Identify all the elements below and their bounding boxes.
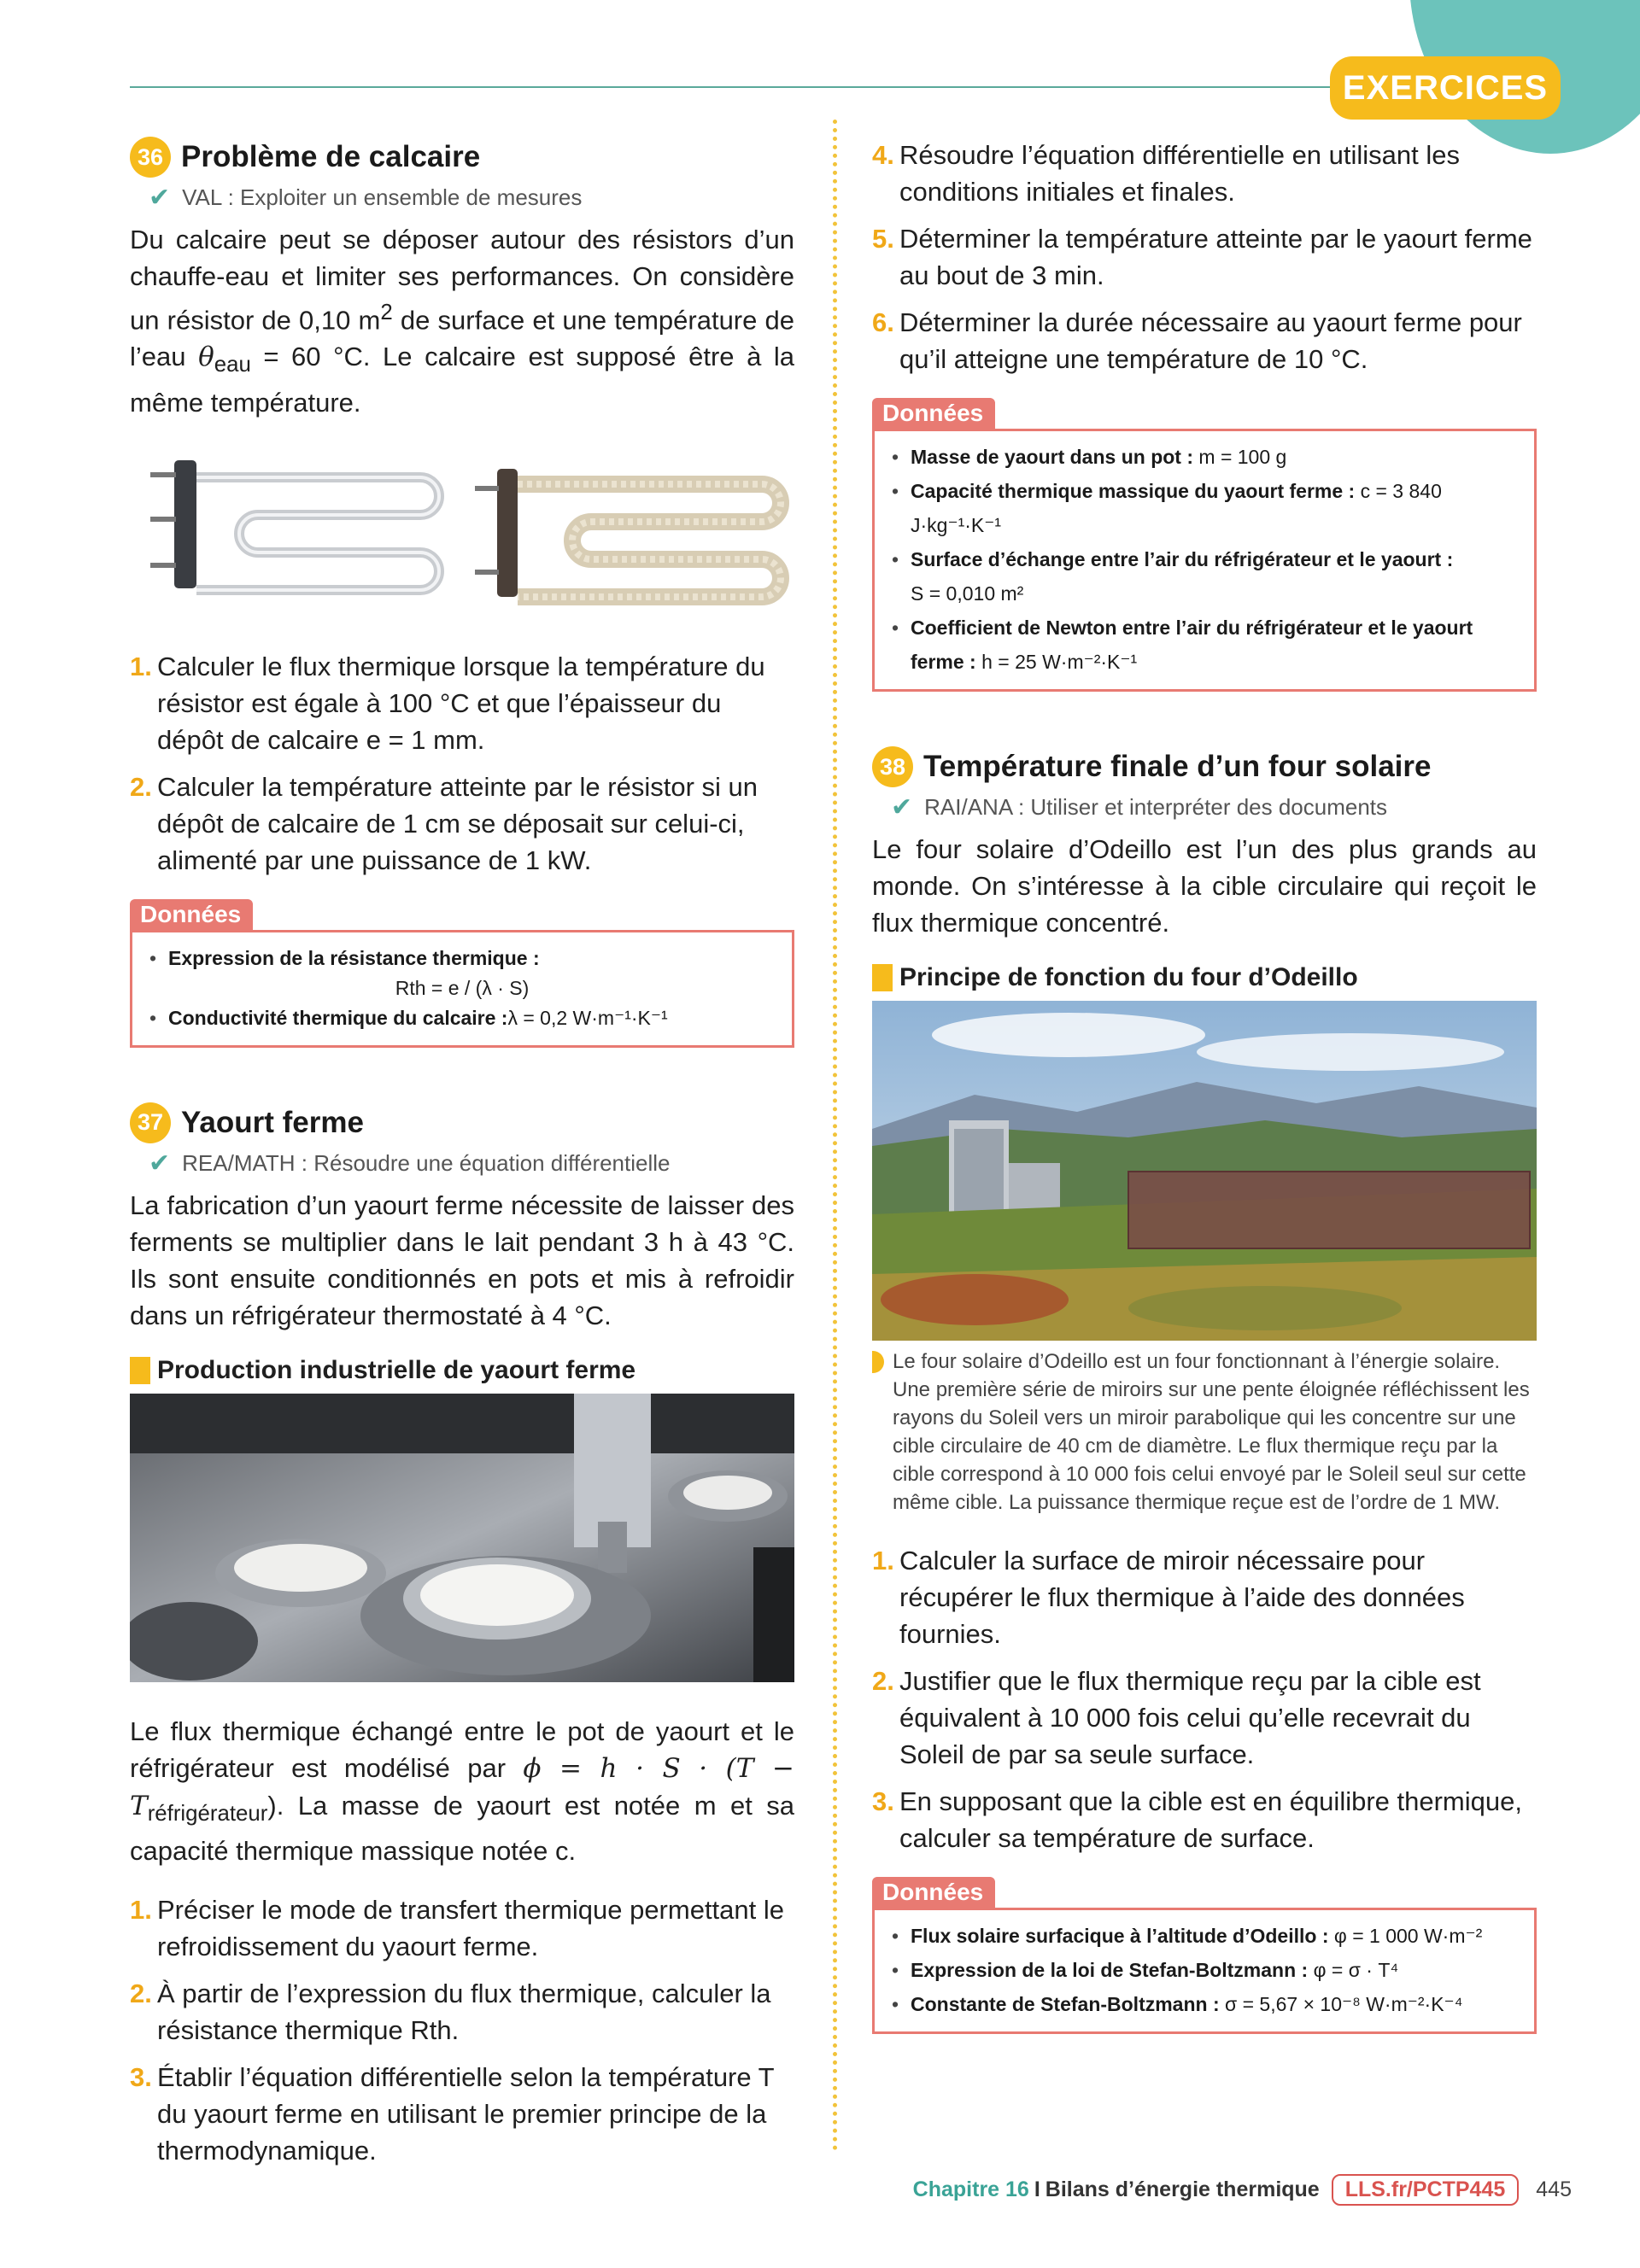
exercise-intro: La fabrication d’un yaourt ferme nécessite de laisser des ferments se multiplier dans le lait pendant 3 h à 43 °C. Ils sont ensuite conditionnés en pots et mis à refroidir dans un réfrigérateur thermostaté à 4 °C. <box>130 1190 794 1330</box>
donnees-label: Flux solaire surfacique à l’altitude d’Odeillo : <box>911 1925 1329 1947</box>
donnees-content <box>130 930 794 1048</box>
donnees-row: • Flux solaire surfacique à l’altitude d’Odeillo : φ = 1 000 W·m⁻² <box>892 1925 1483 1947</box>
donnees-label: Surface d’échange entre l’air du réfrigérateur et le yaourt : <box>911 548 1454 570</box>
exercise-37 <box>130 1102 794 2169</box>
donnees-tab: Données <box>130 899 253 930</box>
question-item <box>130 1975 794 2049</box>
question-item <box>872 1663 1537 1773</box>
donnees-row: • Masse de yaourt dans un pot : m = 100 g <box>892 446 1287 468</box>
donnees-content <box>872 429 1537 692</box>
question-number: 3. <box>872 1786 894 1816</box>
superscript: 2 <box>380 301 393 324</box>
resource-link[interactable]: LLS.fr/PCTP445 <box>1332 2174 1520 2206</box>
intro-part: Du calcaire peut se déposer autour des résistors d’un chauffe-eau et limiter ses performances. On considère un résistor de 0,10 m <box>130 225 794 336</box>
donnees-row: • Expression de la résistance thermique : <box>149 941 775 975</box>
donnees-label: Coefficient de Newton entre l’air du réfrigérateur et le yaourt <box>911 617 1473 639</box>
question-text: Calculer la surface de miroir nécessaire pour récupérer le flux thermique à l’aide des données fournies. <box>899 1546 1465 1649</box>
column-divider <box>833 120 837 2152</box>
section-badge: EXERCICES <box>1330 56 1561 120</box>
exercise-title: Température finale d’un four solaire <box>923 750 1432 783</box>
document-title <box>872 963 1537 992</box>
question-item <box>872 220 1537 294</box>
doc-marker <box>130 1357 150 1384</box>
question-item <box>130 769 794 879</box>
donnees-value: h = 25 W·m⁻²·K⁻¹ <box>975 651 1138 673</box>
caption-marker <box>872 1351 884 1373</box>
chapter-label: Chapitre 16 <box>912 2177 1029 2201</box>
question-text: Préciser le mode de transfert thermique permettant le refroidissement du yaourt ferme. <box>157 1894 785 1961</box>
question-text: Justifier que le flux thermique reçu par la cible est équivalent à 10 000 fois celui qu’elle recevrait du Soleil de par sa seule surface. <box>899 1666 1481 1769</box>
text-part: ). La masse de yaourt est notée m et sa capacité thermique massique notée c. <box>130 1790 794 1866</box>
odeillo-solar-furnace-photo <box>872 1001 1537 1341</box>
question-item <box>130 1891 794 1965</box>
question-number: 3. <box>130 2061 152 2092</box>
question-number: 2. <box>872 1666 894 1696</box>
donnees-label: Masse de yaourt dans un pot : <box>911 446 1193 468</box>
donnees-box-36 <box>130 899 794 1048</box>
exercise-title: Yaourt ferme <box>181 1105 364 1139</box>
subscript: réfrigérateur <box>147 1801 268 1826</box>
donnees-value: m = 100 g <box>1193 446 1287 468</box>
caption-text: Le four solaire d’Odeillo est un four fonctionnant à l’énergie solaire. Une première série de miroirs sur une pente éloignée réfléchissent les rayons du Soleil vers un miroir parabolique qui les concentre sur une cible circulaire de 40 cm de diamètre. Le flux thermique reçu par la cible correspond à 10 000 fois celui envoyé par le Soleil seul sur cette même cible. La puissance thermique reçue est de l’ordre de 1 MW. <box>893 1350 1530 1514</box>
text-part: Le flux thermique échangé entre le pot de yaourt et le réfrigérateur est modélisé par <box>130 1716 794 1783</box>
donnees-value: φ = σ · T⁴ <box>1308 1959 1399 1981</box>
donnees-row <box>892 576 1517 611</box>
question-text: En supposant que la cible est en équilibre thermique, calculer sa température de surface. <box>899 1786 1522 1853</box>
donnees-label: ferme : <box>911 651 976 673</box>
question-list <box>872 137 1537 377</box>
question-number: 2. <box>130 1978 152 2008</box>
question-text: Déterminer la durée nécessaire au yaourt ferme pour qu’il atteigne une température de 10 °C. <box>899 307 1522 374</box>
skill-text: REA/MATH : Résoudre une équation différentielle <box>182 1149 671 1176</box>
doc-marker <box>872 964 893 991</box>
left-column <box>130 137 794 2179</box>
question-number: 6. <box>872 307 894 337</box>
donnees-value: c = 3 840 J·kg⁻¹·K⁻¹ <box>911 480 1442 536</box>
question-text: Calculer la température atteinte par le résistor si un dépôt de calcaire de 1 cm se déposait sur celui-ci, alimenté par une puissance de 1 kW. <box>157 771 758 875</box>
donnees-label: Capacité thermique massique du yaourt ferme : <box>911 480 1356 502</box>
donnees-content <box>872 1908 1537 2034</box>
subscript: eau <box>214 353 251 377</box>
donnees-value: σ = 5,67 × 10⁻⁸ W·m⁻²·K⁻⁴ <box>1219 1993 1463 2015</box>
exercise-37-header <box>130 1102 794 1143</box>
question-item <box>130 648 794 758</box>
donnees-row: • Coefficient de Newton entre l’air du réfrigérateur et le yaourt <box>892 617 1473 639</box>
exercise-36 <box>130 137 794 1048</box>
exercise-number: 37 <box>130 1102 171 1143</box>
question-number: 5. <box>872 224 894 254</box>
exercise-intro: Le four solaire d’Odeillo est l’un des plus grands au monde. On s’intéresse à la cible circulaire qui reçoit le flux thermique concentré. <box>872 834 1537 938</box>
skill-text: RAI/ANA : Utiliser et interpréter des documents <box>924 794 1388 820</box>
document-title-text: Principe de fonction du four d’Odeillo <box>899 963 1358 991</box>
question-number: 1. <box>130 651 152 681</box>
yogurt-production-photo <box>130 1394 794 1682</box>
exercise-36-header <box>130 137 794 178</box>
phi-expression: ϕ = h · S · (T − T <box>130 1752 794 1821</box>
question-list <box>130 1891 794 2169</box>
question-list <box>872 1542 1537 1856</box>
exercise-38-header <box>872 746 1537 787</box>
exercise-38 <box>872 746 1537 2034</box>
question-list <box>130 648 794 879</box>
donnees-row: • Conductivité thermique du calcaire : λ = 0,2 W·m⁻¹·K⁻¹ <box>149 1001 775 1035</box>
question-item <box>872 304 1537 377</box>
question-number: 1. <box>872 1546 894 1575</box>
donnees-value: φ = 1 000 W·m⁻² <box>1328 1925 1483 1947</box>
donnees-tab: Données <box>872 1877 995 1908</box>
question-item <box>872 1783 1537 1856</box>
donnees-label: Expression de la loi de Stefan-Boltzmann : <box>911 1959 1309 1981</box>
theta-symbol: θ <box>198 342 214 373</box>
exercise-title: Problème de calcaire <box>181 140 481 173</box>
donnees-label: Expression de la résistance thermique : <box>168 946 540 969</box>
check-icon: ✔ <box>891 793 913 821</box>
question-text: Résoudre l’équation différentielle en utilisant les conditions initiales et finales. <box>899 140 1461 207</box>
header-rule <box>130 86 1343 88</box>
exercise-number: 38 <box>872 746 913 787</box>
question-text: Établir l’équation différentielle selon la température T du yaourt ferme en utilisant le premier principe de la thermodynamique. <box>157 2061 775 2166</box>
formula: Rth = e / (λ · S) <box>395 976 530 999</box>
donnees-row: • Expression de la loi de Stefan-Boltzmann : φ = σ · T⁴ <box>892 1959 1399 1981</box>
donnees-row: • Constante de Stefan-Boltzmann : σ = 5,67 × 10⁻⁸ W·m⁻²·K⁻⁴ <box>892 1993 1463 2015</box>
page-footer <box>913 2174 1572 2206</box>
chapter-title: Bilans d’énergie thermique <box>1045 2177 1320 2201</box>
donnees-label: Conductivité thermique du calcaire : <box>168 1006 508 1029</box>
exercise-number: 36 <box>130 137 171 178</box>
exercise-intro <box>130 221 794 421</box>
resistor-photo <box>130 443 794 623</box>
page-number: 445 <box>1536 2177 1572 2201</box>
question-number: 4. <box>872 140 894 170</box>
question-item <box>872 1542 1537 1652</box>
skill-text: VAL : Exploiter un ensemble de mesures <box>182 184 583 210</box>
question-number: 2. <box>130 771 152 802</box>
question-item <box>872 137 1537 210</box>
document-title-text: Production industrielle de yaourt ferme <box>157 1355 636 1384</box>
intro-part: = 60 °C. Le calcaire est supposé être à la même température. <box>130 342 795 418</box>
question-item <box>130 2059 794 2169</box>
donnees-label: Constante de Stefan-Boltzmann : <box>911 1993 1220 2015</box>
question-text: Déterminer la température atteinte par le yaourt ferme au bout de 3 min. <box>899 224 1532 290</box>
donnees-tab: Données <box>872 398 995 429</box>
question-number: 1. <box>130 1894 152 1925</box>
donnees-row: • Surface d’échange entre l’air du réfrigérateur et le yaourt : <box>892 548 1454 570</box>
intro-part: de surface et une température de l’eau <box>130 305 795 372</box>
question-text: À partir de l’expression du flux thermique, calculer la résistance thermique Rth. <box>157 1978 771 2045</box>
flux-model-text <box>130 1713 794 1869</box>
skill-line <box>149 1149 794 1178</box>
right-column <box>872 137 1537 2060</box>
donnees-value: λ = 0,2 W·m⁻¹·K⁻¹ <box>507 1006 668 1029</box>
donnees-box-38 <box>872 1877 1537 2034</box>
photo-caption <box>872 1347 1537 1517</box>
donnees-value: S = 0,010 m² <box>911 582 1024 605</box>
skill-line <box>891 792 1537 822</box>
donnees-row: • Capacité thermique massique du yaourt ferme : c = 3 840 J·kg⁻¹·K⁻¹ <box>892 480 1442 536</box>
question-text: Calculer le flux thermique lorsque la température du résistor est égale à 100 °C et que l’épaisseur du dépôt de calcaire e = 1 mm. <box>157 651 765 755</box>
donnees-box-37 <box>872 398 1537 692</box>
skill-line <box>149 183 794 213</box>
donnees-row <box>892 645 1517 679</box>
check-icon: ✔ <box>149 1149 171 1178</box>
footer-separator: I <box>1034 2177 1040 2201</box>
document-title <box>130 1356 794 1385</box>
check-icon: ✔ <box>149 184 171 212</box>
